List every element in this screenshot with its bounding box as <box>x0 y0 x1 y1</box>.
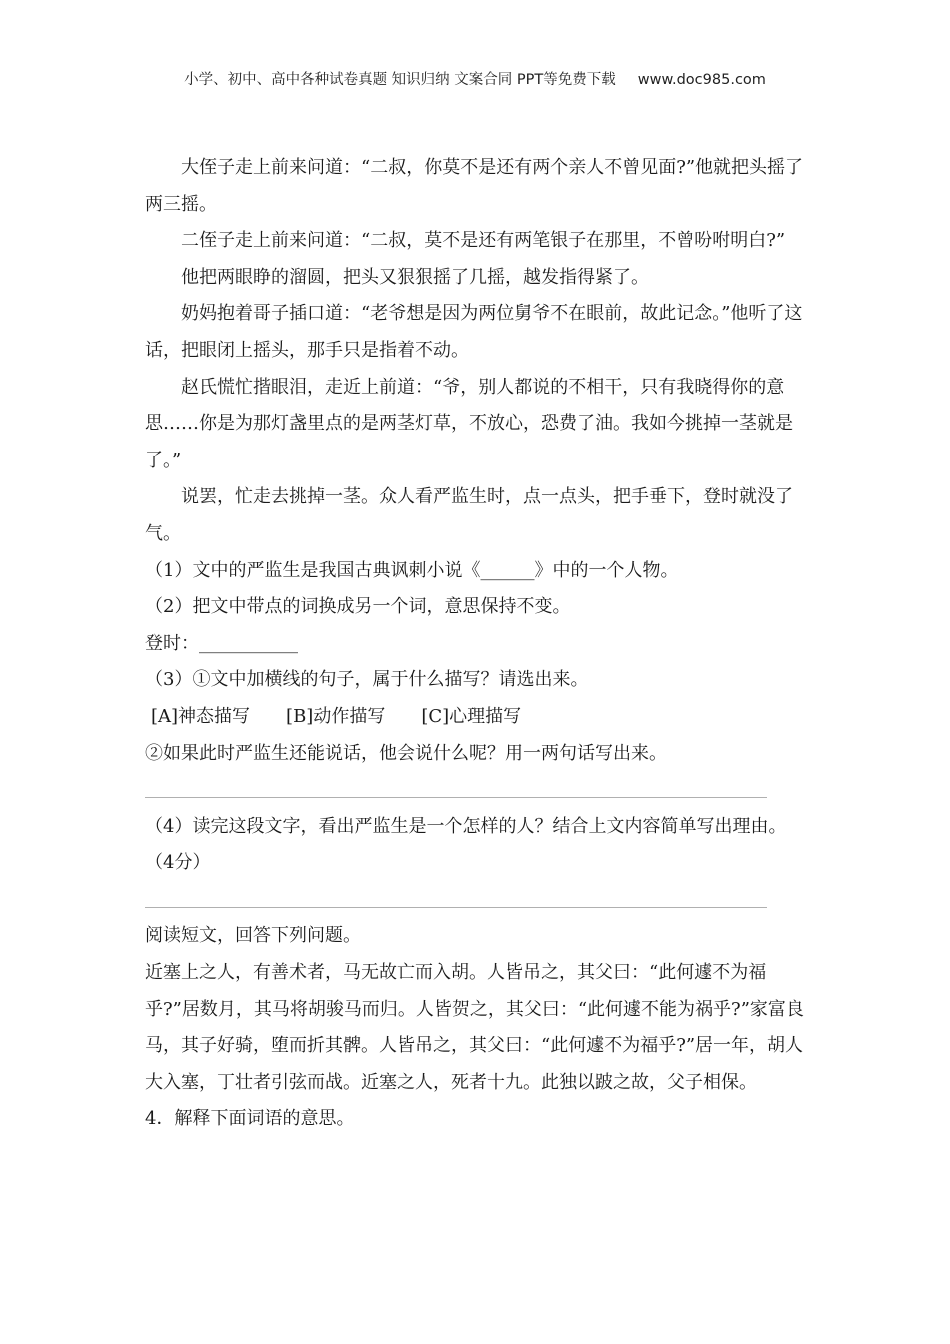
answer-line-q3[interactable] <box>145 772 815 809</box>
question-1-answer-blank[interactable]: ______ <box>480 559 535 581</box>
answer-line-q4[interactable] <box>145 882 815 919</box>
passage-paragraph-6: 说罢，忙走去挑掉一茎。众人看严监生时，点一点头，把手垂下，登时就没了气。 <box>145 486 793 544</box>
question-1-text-after: 》中的一个人物。 <box>534 559 679 581</box>
question-1-text-before: （1）文中的严监生是我国古典讽刺小说《 <box>145 559 481 581</box>
question-2: （2）把文中带点的词换成另一个词，意思保持不变。 <box>145 596 571 618</box>
section-2-passage: 近塞上之人，有善术者，马无故亡而入胡。人皆吊之，其父曰：“此何遽不为福乎?”居数月，其马将胡骏马而归。人皆贺之，其父曰：“此何遽不能为祸乎?”家富良马，其子好骑，堕而折其髀。人皆吊之，其父曰：“此何遽不为福乎?”居一年，胡人大入塞，丁壮者引弦而战。近塞之人，死者十九。此独以跛之故，父子相保。 <box>145 962 804 1093</box>
question-4: （4）读完这段文字，看出严监生是一个怎样的人？结合上文内容简单写出理由。 <box>145 815 787 837</box>
answer-line-rule <box>145 797 767 798</box>
question-2-label: 登时： <box>145 632 199 654</box>
passage-paragraph-3: 他把两眼睁的溜圆，把头又狠狠摇了几摇，越发指得紧了。 <box>181 266 649 288</box>
question-2-answer-blank[interactable]: ___________ <box>199 632 298 654</box>
passage-paragraph-5: 赵氏慌忙揩眼泪，走近上前道：“爷，别人都说的不相干，只有我晓得你的意思……你是为那灯盏里点的是两茎灯草，不放心，恐费了油。我如今挑掉一茎就是了。” <box>145 376 793 471</box>
passage-paragraph-2: 二侄子走上前来问道：“二叔，莫不是还有两笔银子在那里，不曾吩咐明白?” <box>181 230 786 252</box>
question-3: （3）①文中加横线的句子，属于什么描写？请选出来。 <box>145 669 589 691</box>
option-a[interactable]: [A]神态描写 <box>151 705 251 727</box>
option-b[interactable]: [B]动作描写 <box>286 705 386 727</box>
page-header <box>0 68 950 89</box>
option-c[interactable]: [C]心理描写 <box>421 705 522 727</box>
passage-paragraph-1: 大侄子走上前来问道：“二叔，你莫不是还有两个亲人不曾见面?”他就把头摇了两三摇。 <box>145 157 804 215</box>
question-3-options <box>145 699 815 736</box>
passage-paragraph-4: 奶妈抱着哥子插口道：“老爷想是因为两位舅爷不在眼前，故此记念。”他听了这话，把眼闭上摇头，那手只是指着不动。 <box>145 303 803 361</box>
question-3-part-2: ②如果此时严监生还能说话，他会说什么呢？用一两句话写出来。 <box>145 742 667 764</box>
section-2-intro: 阅读短文，回答下列问题。 <box>145 925 361 947</box>
header-site-link[interactable]: www.doc985.com <box>637 72 766 88</box>
document-body <box>145 150 815 1138</box>
question-2-answer <box>145 626 815 663</box>
answer-line-rule <box>145 907 767 908</box>
section-2-question-4: 4．解释下面词语的意思。 <box>145 1108 355 1130</box>
question-4-points: （4分） <box>145 852 211 874</box>
header-text: 小学、初中、高中各种试卷真题 知识归纳 文案合同 PPT等免费下载 <box>184 72 616 88</box>
question-1 <box>145 553 815 590</box>
